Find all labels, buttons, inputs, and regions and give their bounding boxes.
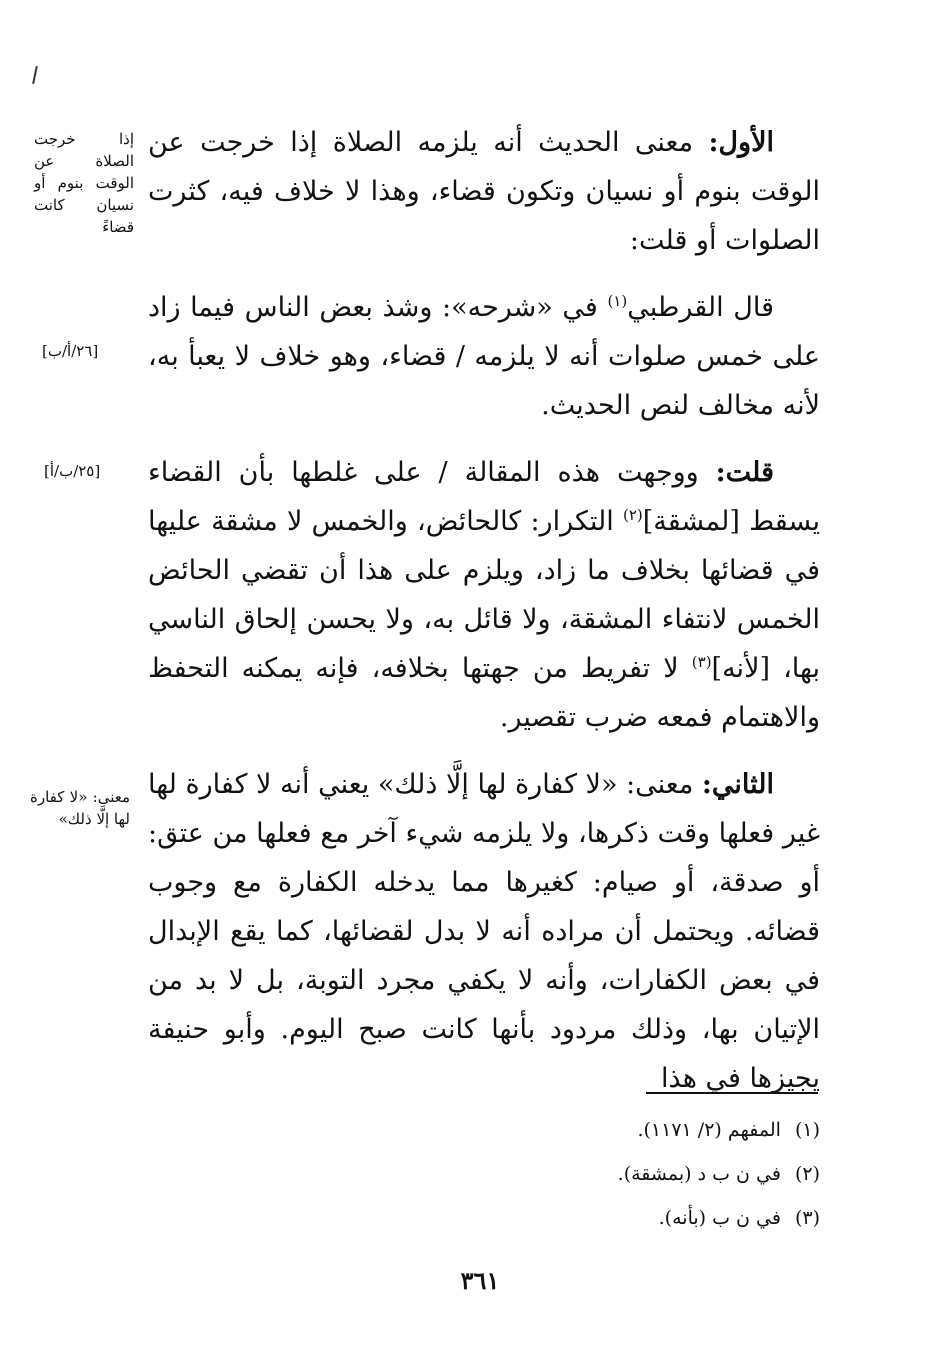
page-number: ٣٦١: [460, 1266, 500, 1295]
footnote-3-text: في ن ب (بأنه).: [658, 1207, 781, 1229]
footnote-marker-2: (٢): [622, 506, 643, 524]
main-text: [148, 118, 820, 1121]
paragraph-3-part-c: لا تفريط من جهتها بخلافه، فإنه يمكنه التحفظ والاهتمام فمعه ضرب تقصير.: [148, 653, 820, 733]
paragraph-4-lead: الثاني:: [701, 769, 774, 800]
paragraph-3-part-a: ووجهت هذه المقالة / على غلطها بأن القضاء يسقط [لمشقة]: [148, 457, 820, 537]
paragraph-3-lead: قلت:: [715, 457, 774, 488]
paragraph-1-lead: الأول:: [708, 127, 774, 158]
margin-note-2: معنى: «لا كفارة لها إلَّا ذلك»: [30, 788, 130, 828]
paragraph-2-part-a: قال القرطبي: [627, 292, 774, 323]
scan-mark: [32, 66, 38, 84]
footnote-divider: [646, 1092, 818, 1094]
folio-ref-2: [٢٥/ب/أ]: [44, 462, 101, 480]
paragraph-4-body: معنى: «لا كفارة لها إلَّا ذلك» يعني أنه لا كفارة لها غير فعلها وقت ذكرها، ولا يلزمه شيء آخر مع فعلها من عتق: أو صدقة، أو صيام: كغيرها مما يدخله الكفارة مع وجوب قضائه. ويحتمل أن مراده أنه لا بدل لقضائها، كما يقع الإبدال في بعض الكفارات، وأنه لا يكفي مجرد التوبة، بل لا بد من الإتيان بها، وذلك مردود بأنها كانت صبح اليوم. وأبو حنيفة يجيزها في هذا: [148, 769, 820, 1094]
folio-ref-1: [٢٦/أ/ب]: [42, 342, 99, 360]
footnote-2: [300, 1152, 820, 1196]
margin-note-1: إذا خرجت الصلاة عن الوقت بنوم أو نسيان كانت قضاءً: [34, 130, 134, 236]
footnote-marker-3: (٣): [691, 653, 712, 671]
paragraph-1: [148, 118, 820, 265]
paragraph-2: [148, 283, 820, 430]
paragraph-4: [148, 760, 820, 1103]
paragraph-2-part-b: في «شرحه»: وشذ بعض الناس فيما زاد على خمس صلوات أنه لا يلزمه / قضاء، وهو خلاف لا يعبأ به، لأنه مخالف لنص الحديث.: [148, 292, 820, 421]
paragraph-1-body: معنى الحديث أنه يلزمه الصلاة إذا خرجت عن الوقت بنوم أو نسيان وتكون قضاء، وهذا لا خلاف فيه، كثرت الصلوات أو قلت:: [148, 127, 820, 256]
footnotes: [300, 1108, 820, 1240]
footnote-1: [300, 1108, 820, 1152]
footnote-3-number: (٣): [794, 1207, 820, 1229]
footnote-3: [300, 1196, 820, 1240]
paragraph-3-part-b: التكرار: كالحائض، والخمس لا مشقة عليها في قضائها بخلاف ما زاد، ويلزم على هذا أن تقضي الحائض الخمس لانتفاء المشقة، ولا قائل به، ولا يحسن إلحاق الناسي بها، [لأنه]: [148, 506, 820, 684]
paragraph-3: [148, 448, 820, 742]
footnote-1-number: (١): [794, 1119, 820, 1141]
footnote-1-text: المفهم (٢/ ١١٧١).: [637, 1119, 781, 1141]
footnote-marker-1: (١): [607, 292, 628, 310]
footnote-2-number: (٢): [794, 1163, 820, 1185]
footnote-2-text: في ن ب د (بمشقة).: [617, 1163, 781, 1185]
